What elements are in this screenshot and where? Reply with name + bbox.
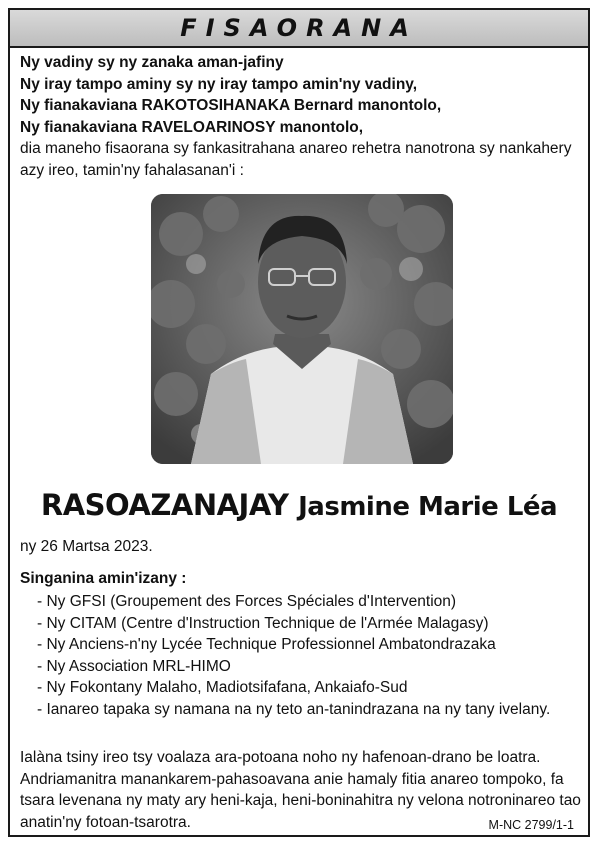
notice-frame <box>8 8 590 837</box>
deceased-given-names: Jasmine Marie Léa <box>298 492 558 522</box>
acknowledgements-title: Singanina amin'izany : <box>20 570 187 587</box>
deceased-surname: RASOAZANAJAY <box>40 488 289 522</box>
portrait-photo <box>151 194 453 464</box>
list-item: - Ny Association MRL-HIMO <box>37 657 231 675</box>
intro-line: Ny fianakaviana RAKOTOSIHANAKA Bernard manontolo, <box>20 97 442 114</box>
death-date: ny 26 Martsa 2023. <box>20 538 153 555</box>
list-item: - Ny Anciens-n'ny Lycée Technique Professionnel Ambatondrazaka <box>37 636 496 654</box>
notice-title: FISAORANA <box>180 14 418 42</box>
header-banner <box>10 10 588 48</box>
intro-block <box>20 52 580 181</box>
intro-line: Ny iray tampo aminy sy ny iray tampo amin'ny vadiny, <box>20 75 418 93</box>
acknowledgements-list <box>37 591 550 721</box>
list-item: - Ianareo tapaka sy namana na ny teto an-tanindrazana na ny tany ivelany. <box>37 700 551 718</box>
intro-line: Ny vadiny sy ny zanaka aman-jafiny <box>20 54 284 71</box>
list-item: - Ny Fokontany Malaho, Madiotsifafana, Ankaiafo-Sud <box>37 679 408 697</box>
deceased-name <box>10 488 588 522</box>
intro-text: dia maneho fisaorana sy fankasitrahana anareo rehetra nanotrona sy nankahery azy ireo, tamin'ny fahalasanan'i : <box>20 140 572 179</box>
intro-line: Ny fianakaviana RAVELOARINOSY manontolo, <box>20 118 364 136</box>
list-item: - Ny CITAM (Centre d'Instruction Technique de l'Armée Malagasy) <box>37 614 489 632</box>
list-item: - Ny GFSI (Groupement des Forces Spéciales d'Intervention) <box>37 593 457 610</box>
reference-code: M-NC 2799/1-1 <box>488 818 574 832</box>
closing-text: Ialàna tsiny ireo tsy voalaza ara-potoana noho ny hafenoan-drano be loatra. Andriamanitra manankarem-pahasoavana anie hamaly fitia anareo tompoko, fa tsara levenana ny maty ary heni-kaja, heni-boninahitra ny velona notroninareo tao anatin'ny fotoan-tsarotra. <box>20 749 581 831</box>
